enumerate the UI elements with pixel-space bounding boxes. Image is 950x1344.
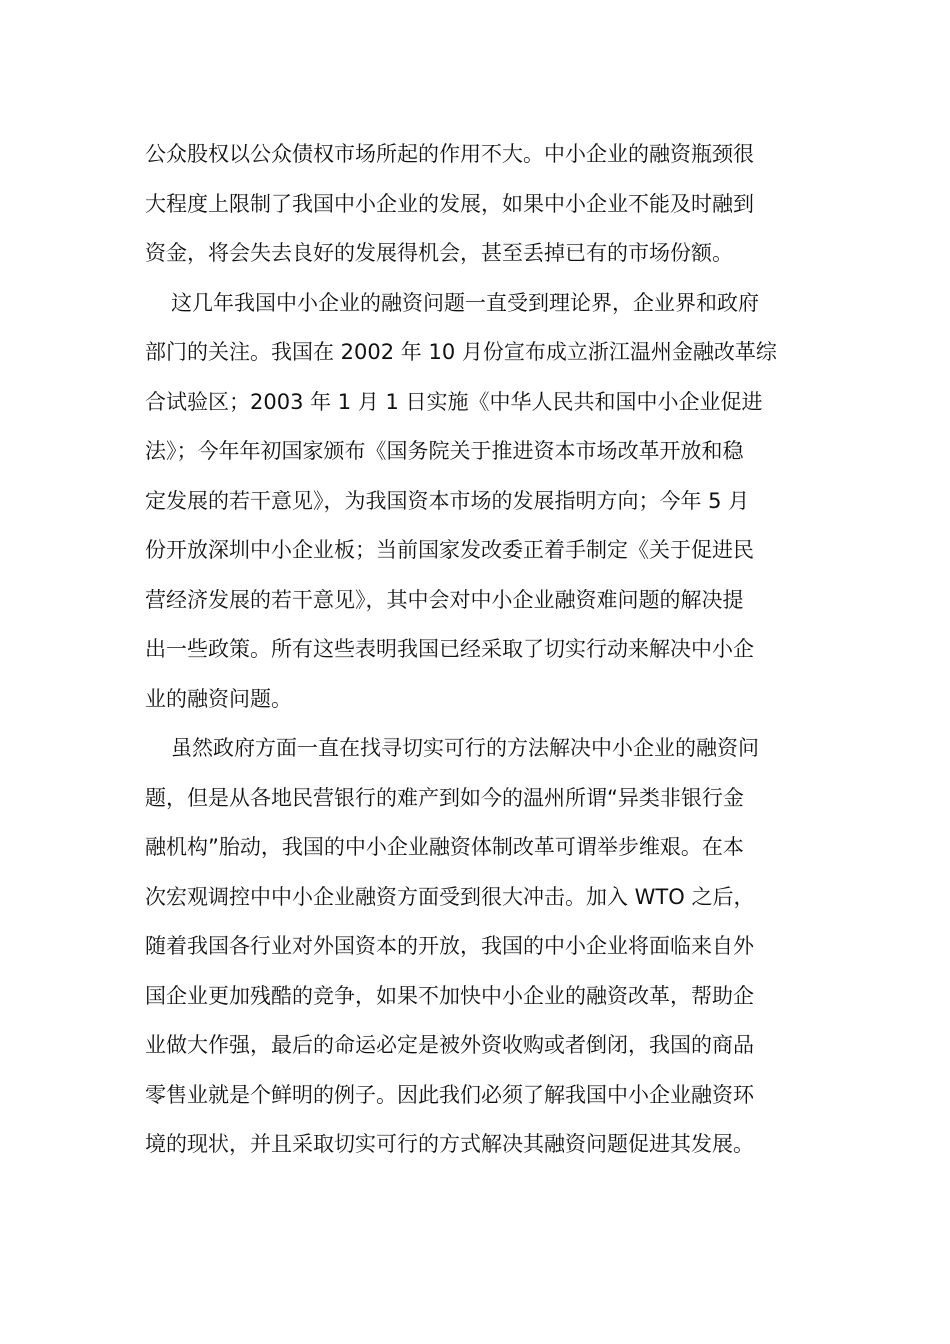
paragraph-2-line-1: 这几年我国中小企业的融资问题一直受到理论界，企业界和政府 [171,290,759,315]
paragraph-3-line-2: 题，但是从各地民营银行的难产到如今的温州所谓“异类非银行金 [145,785,744,810]
paragraph-1-line-2: 大程度上限制了我国中小企业的发展，如果中小企业不能及时融到 [145,191,754,216]
paragraph-2-line-9: 业的融资问题。 [145,686,292,711]
paragraph-2-line-8: 出一些政策。所有这些表明我国已经采取了切实行动来解决中小企 [145,637,754,661]
paragraph-2-line-2: 部门的关注。我国在 2002 年 10 月份宣布成立浙江温州金融改革综 [145,340,777,364]
paragraph-3-line-6: 国企业更加残酷的竞争，如果不加快中小企业的融资改革，帮助企 [145,983,754,1008]
paragraph-2-line-5: 定发展的若干意见》，为我国资本市场的发展指明方向；今年 5 月 [145,488,750,513]
paragraph-2-line-6: 份开放深圳中小企业板；当前国家发改委正着手制定《关于促进民 [145,538,754,562]
paragraph-3-line-4: 次宏观调控中中小企业融资方面受到很大冲击。加入 WTO 之后， [145,884,755,909]
paragraph-3-line-3: 融机构”胎动，我国的中小企业融资体制改革可谓举步维艰。在本 [145,835,744,859]
paragraph-3-line-8: 零售业就是个鲜明的例子。因此我们必须了解我国中小企业融资环 [145,1082,754,1107]
paragraph-1-line-3: 资金，将会失去良好的发展得机会，甚至丢掉已有的市场份额。 [145,241,733,265]
paragraph-2-line-7: 营经济发展的若干意见》，其中会对中小企业融资难问题的解决提 [145,587,744,612]
paragraph-3-line-1: 虽然政府方面一直在找寻切实可行的方法解决中小企业的融资问 [171,736,759,760]
paragraph-2-line-3: 合试验区；2003 年 1 月 1 日实施《中华人民共和国中小企业促进 [145,389,763,414]
paragraph-3-line-9: 境的现状，并且采取切实可行的方式解决其融资问题促进其发展。 [145,1132,754,1156]
paragraph-3-line-7: 业做大作强，最后的命运必定是被外资收购或者倒闭，我国的商品 [145,1033,754,1057]
paragraph-3-line-5: 随着我国各行业对外国资本的开放，我国的中小企业将面临来自外 [145,934,754,958]
paragraph-1-line-1: 公众股权以公众债权市场所起的作用不大。中小企业的融资瓶颈很 [145,142,754,166]
paragraph-2-line-4: 法》；今年年初国家颁布《国务院关于推进资本市场改革开放和稳 [145,439,744,463]
body-text [145,130,805,1170]
